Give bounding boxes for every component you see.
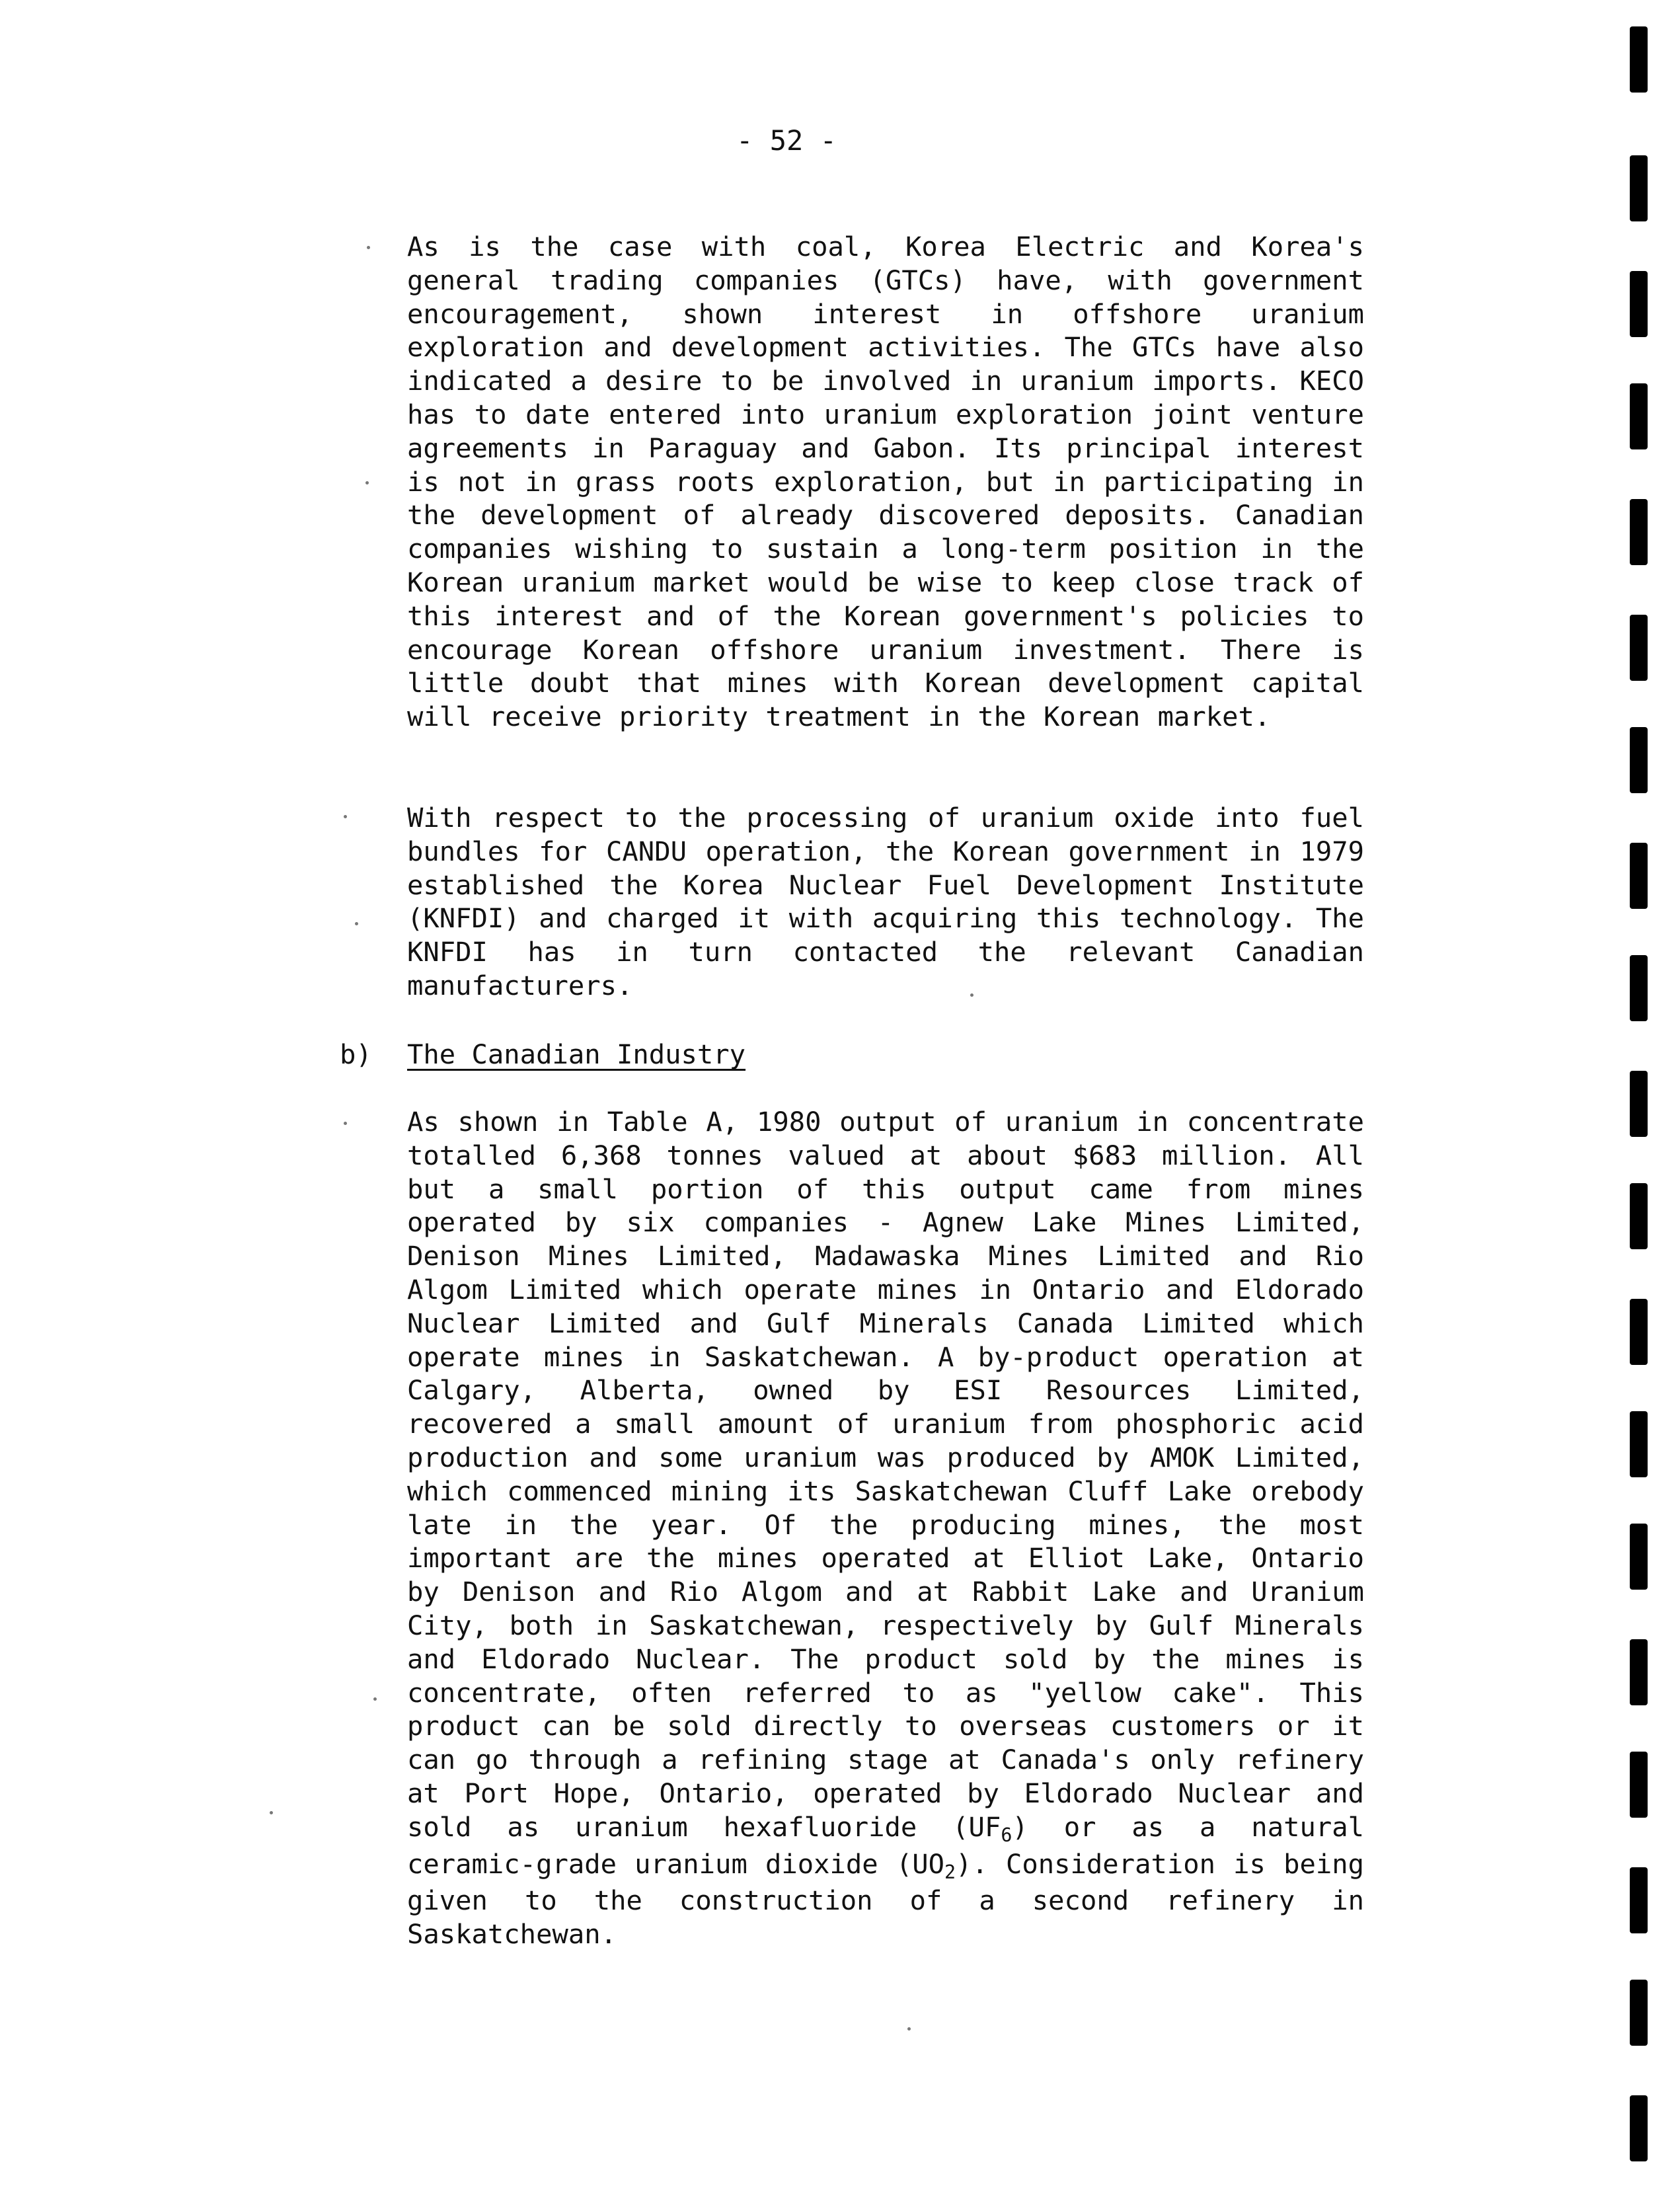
binder-mark bbox=[1630, 2095, 1648, 2161]
scan-speck bbox=[373, 1697, 377, 1701]
scan-speck bbox=[355, 922, 358, 925]
binder-mark bbox=[1630, 1411, 1648, 1477]
scan-speck bbox=[270, 1811, 273, 1814]
paragraph-text-part-2: ) or as a natural ceramic-grade uranium dioxide (UO bbox=[407, 1810, 1364, 1880]
binder-mark bbox=[1630, 271, 1648, 337]
binder-mark bbox=[1630, 1639, 1648, 1705]
binder-mark bbox=[1630, 727, 1648, 793]
paragraph-canadian-industry bbox=[407, 1105, 1364, 1951]
binder-mark bbox=[1630, 955, 1648, 1021]
binder-marks bbox=[1630, 0, 1650, 2209]
paragraph-fuel-bundles: With respect to the processing of uranium oxide into fuel bundles for CANDU operation, the Korean government in 1979 established the Korea Nuclear Fuel Development Institute (KNFDI) and charged it with acquiring this technology. The KNFDI has in turn contacted the relevant Canadian manufacturers. bbox=[407, 802, 1364, 1001]
binder-mark bbox=[1630, 1183, 1648, 1249]
scan-speck bbox=[907, 2027, 911, 2031]
binder-mark bbox=[1630, 615, 1648, 681]
paragraph-text-part-1: As shown in Table A, 1980 output of uranium in concentrate totalled 6,368 tonnes valued at about $683 million. All but a small portion of this output came from mines operated by six companies - Agnew Lake Mines Limited, Denison Mines Limited, Madawaska Mines Limited and Rio Algom Limited which operate mines in Ontario and Eldorado Nuclear Limited and Gulf Minerals Canada Limited which operate mines in Saskatchewan. A by-product operation at Calgary, Alberta, owned by ESI Resources Limited, recovered a small amount of uranium from phosphoric acid production and some uranium was produced by AMOK Limited, which commenced mining its Saskatchewan Cluff Lake orebody late in the year. Of the producing mines, the most important are the mines operated at Elliot Lake, Ontario by Denison and Rio Algom and at Rabbit Lake and Uranium City, both in Saskatchewan, respectively by Gulf Minerals and Eldorado Nuclear. The product sold by the mines is concentrate, often referred to as "yellow cake". This product can be sold directly to overseas customers or it can go through a refining stage at Canada's only refinery at Port Hope, Ontario, operated by Eldorado Nuclear and sold as uranium hexafluoride (UF bbox=[407, 1106, 1364, 1843]
section-title: The Canadian Industry bbox=[407, 1038, 746, 1070]
page-number: - 52 - bbox=[736, 124, 837, 157]
binder-mark bbox=[1630, 1980, 1648, 2046]
paragraph-text-part-3: ). Consideration is being given to the construction of a second refinery in Saskatchewan. bbox=[407, 1847, 1364, 1951]
binder-mark bbox=[1630, 383, 1648, 449]
subscript-2: 2 bbox=[944, 1861, 956, 1884]
scan-speck bbox=[367, 246, 370, 249]
binder-mark bbox=[1630, 499, 1648, 565]
subscript-6: 6 bbox=[1001, 1824, 1012, 1847]
binder-mark bbox=[1630, 155, 1648, 221]
binder-mark bbox=[1630, 1299, 1648, 1365]
scan-speck bbox=[344, 815, 347, 818]
binder-mark bbox=[1630, 26, 1648, 93]
binder-mark bbox=[1630, 1752, 1648, 1818]
scan-speck bbox=[970, 993, 974, 997]
binder-mark bbox=[1630, 1867, 1648, 1933]
section-label: b) bbox=[340, 1038, 372, 1070]
binder-mark bbox=[1630, 843, 1648, 909]
binder-mark bbox=[1630, 1524, 1648, 1590]
paragraph-korean-offshore-uranium: As is the case with coal, Korea Electric and Korea's general trading companies (GTCs) have, with government encouragement, shown interest in offshore uranium exploration and development activities. The GTCs have also indicated a desire to be involved in uranium imports. KECO has to date entered into uranium exploration joint venture agreements in Paraguay and Gabon. Its principal interest is not in grass roots exploration, but in participating in the development of already discovered deposits. Canadian companies wishing to sustain a long-term position in the Korean uranium market would be wise to keep close track of this interest and of the Korean government's policies to encourage Korean offshore uranium investment. There is little doubt that mines with Korean development capital will receive priority treatment in the Korean market. bbox=[407, 231, 1364, 733]
binder-mark bbox=[1630, 1071, 1648, 1137]
scan-speck bbox=[344, 1122, 347, 1125]
scan-speck bbox=[365, 481, 369, 484]
